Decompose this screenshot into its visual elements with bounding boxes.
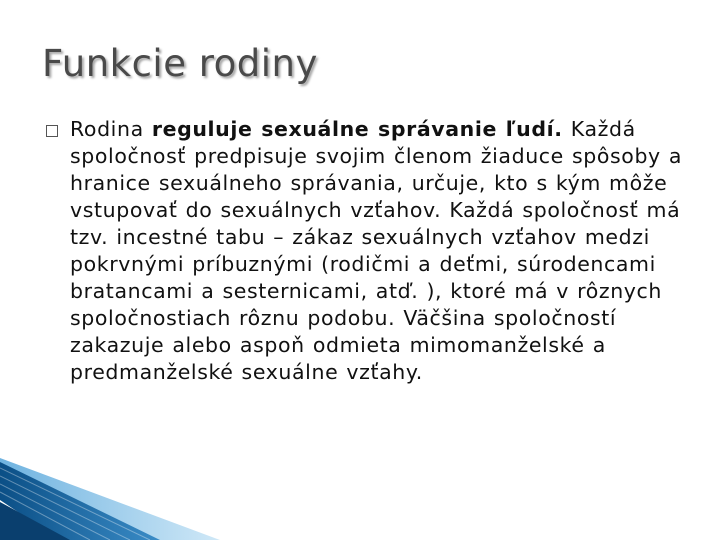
bullet-emphasis: reguluje sexuálne správanie ľudí. [151,117,563,141]
bullet-item [46,116,706,386]
slide-title: Funkcie rodiny [42,42,318,85]
hollow-square-bullet-icon [46,125,58,137]
corner-decoration [0,440,220,540]
bullet-rest: Každá spoločnosť predpisuje svojim členom žiaduce spôsoby a hranice sexuálneho správania, určuje, kto s kým môže vstupovať do sexuálnych vzťahov. Každá spoločnosť má tzv. incestné tabu – zákaz sexuálnych vzťahov medzi pokrvnými príbuznými (rodičmi a deťmi, súrodencami bratancami a sesternicami, atď. ), ktoré má v rôznych spoločnostiach rôznu podobu. Väčšina spoločností zakazuje alebo aspoň odmieta mimomanželské a predmanželské sexuálne vzťahy. [70,117,683,384]
bullet-lead: Rodina [70,117,152,141]
bullet-text [46,116,706,386]
